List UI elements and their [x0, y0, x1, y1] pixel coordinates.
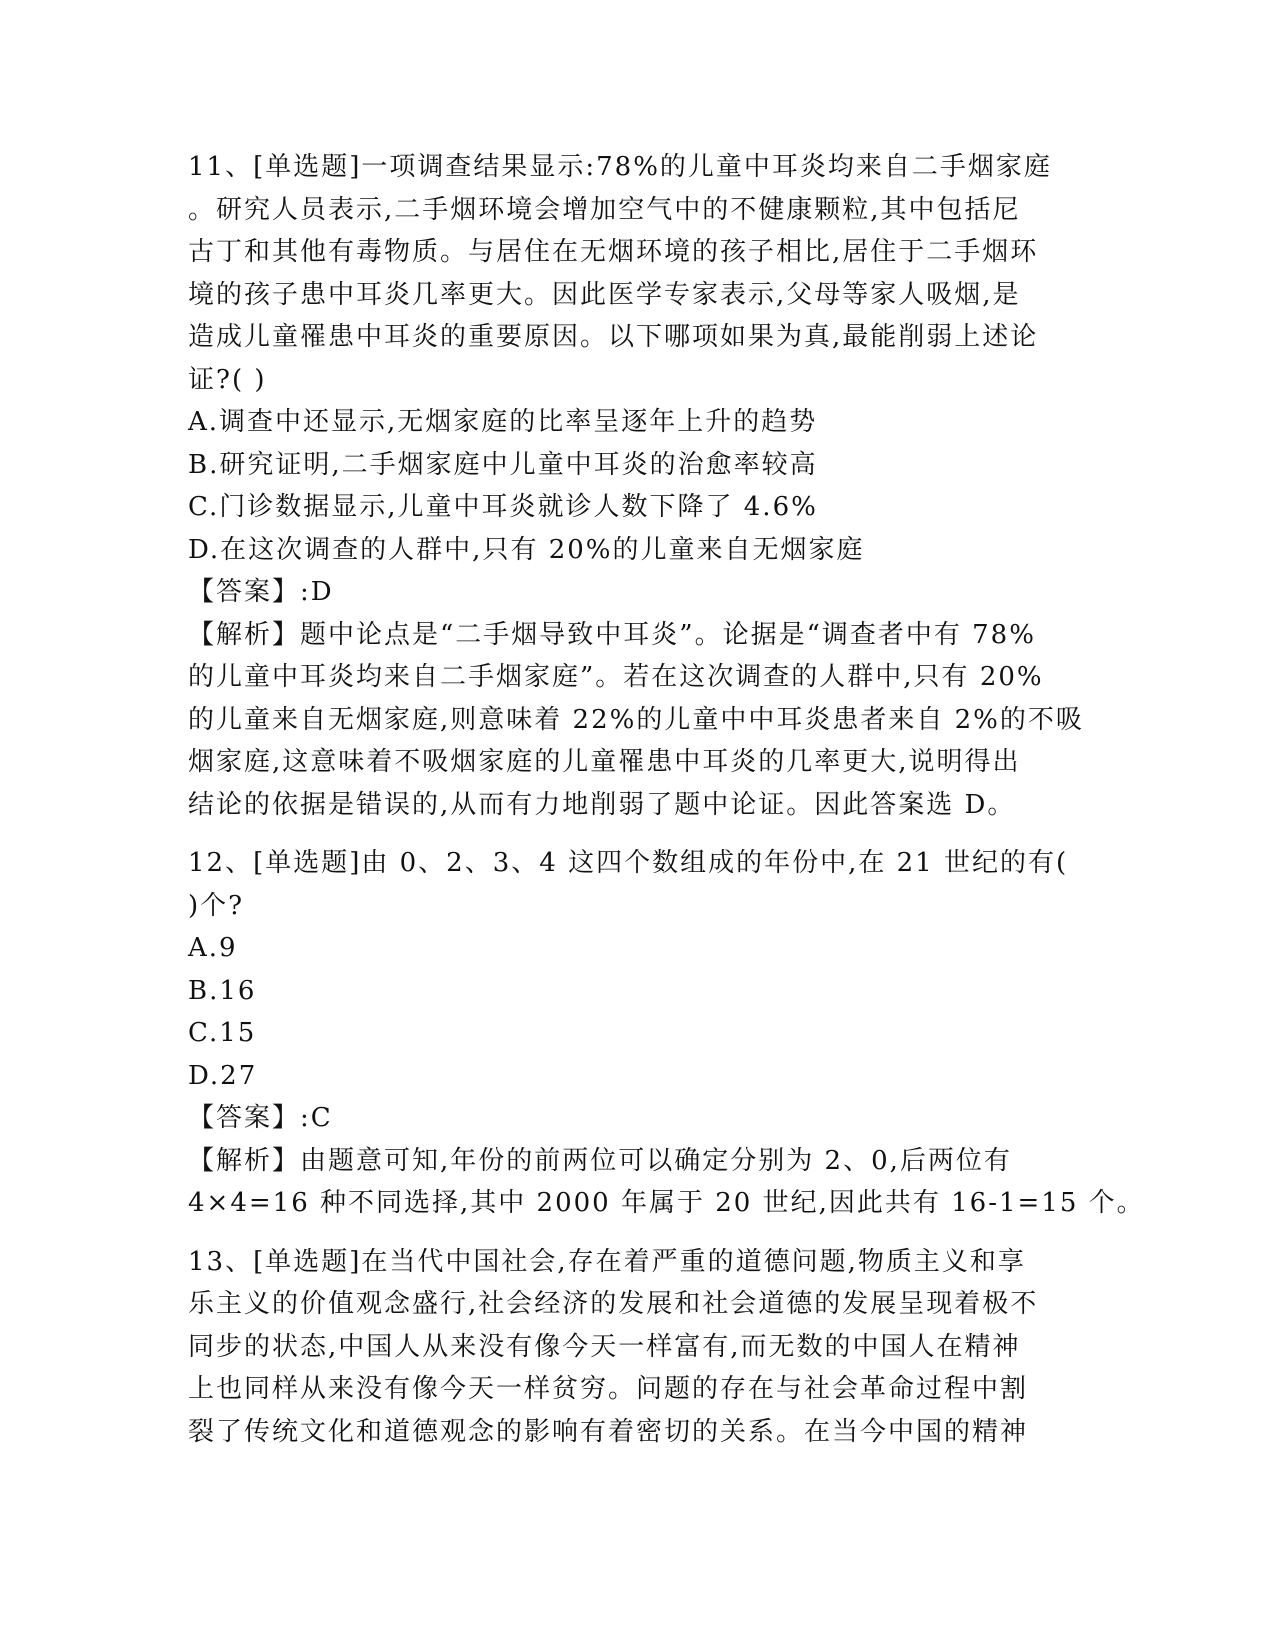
question-stem-line: 乐主义的价值观念盛行,社会经济的发展和社会道德的发展呈现着极不	[188, 1289, 1039, 1319]
question-11	[188, 146, 1088, 826]
option-b: B.16	[188, 975, 257, 1006]
option-b: B.研究证明,二手烟家庭中儿童中耳炎的治愈率较高	[188, 449, 818, 480]
explanation-line: 4×4=16 种不同选择,其中 2000 年属于 20 世纪,因此共有 16-1=15 个。	[188, 1188, 1145, 1218]
explanation-line: 【解析】由题意可知,年份的前两位可以确定分别为 2、0,后两位有	[188, 1145, 1012, 1176]
question-stem-line: 造成儿童罹患中耳炎的重要原因。以下哪项如果为真,最能削弱上述论	[188, 322, 1039, 352]
explanation-line: 【解析】题中论点是“二手烟导致中耳炎”。论据是“调查者中有 78%	[188, 619, 1036, 650]
question-stem-line: )个?	[188, 890, 245, 921]
question-stem-line: 同步的状态,中国人从来没有像今天一样富有,而无数的中国人在精神	[188, 1331, 1021, 1362]
option-a: A.9	[188, 933, 238, 963]
answer-line: 【答案】:D	[188, 577, 334, 607]
option-c: C.15	[188, 1018, 257, 1048]
explanation-line: 结论的依据是错误的,从而有力地削弱了题中论证。因此答案选 D。	[188, 789, 1016, 820]
option-d: D.在这次调查的人群中,只有 20%的儿童来自无烟家庭	[188, 534, 865, 565]
question-stem-line: 证?( )	[188, 364, 267, 395]
question-stem-line: 11、[单选题]一项调查结果显示:78%的儿童中耳炎均来自二手烟家庭	[188, 152, 1052, 182]
document-page	[188, 146, 1145, 1453]
question-stem-line: 12、[单选题]由 0、2、3、4 这四个数组成的年份中,在 21 世纪的有(	[188, 848, 1069, 878]
question-13	[188, 1241, 1088, 1454]
explanation-line: 的儿童来自无烟家庭,则意味着 22%的儿童中中耳炎患者来自 2%的不吸	[188, 704, 1084, 735]
question-stem-line: 古丁和其他有毒物质。与居住在无烟环境的孩子相比,居住于二手烟环	[188, 237, 1039, 267]
question-stem-line: 上也同样从来没有像今天一样贫穷。问题的存在与社会革命过程中割	[188, 1374, 1029, 1404]
option-c: C.门诊数据显示,儿童中耳炎就诊人数下降了 4.6%	[188, 492, 818, 522]
explanation-line: 烟家庭,这意味着不吸烟家庭的儿童罹患中耳炎的几率更大,说明得出	[188, 747, 1021, 777]
question-stem-line: 13、[单选题]在当代中国社会,存在着严重的道德问题,物质主义和享	[188, 1246, 1026, 1277]
answer-line: 【答案】:C	[188, 1103, 333, 1133]
option-a: A.调查中还显示,无烟家庭的比率呈逐年上升的趋势	[188, 407, 818, 437]
question-stem-line: 。研究人员表示,二手烟环境会增加空气中的不健康颗粒,其中包括尼	[188, 194, 1021, 225]
option-d: D.27	[188, 1060, 258, 1091]
explanation-line: 的儿童中耳炎均来自二手烟家庭”。若在这次调查的人群中,只有 20%	[188, 662, 1044, 692]
question-stem-line: 裂了传统文化和道德观念的影响有着密切的关系。在当今中国的精神	[188, 1416, 1029, 1447]
question-stem-line: 境的孩子患中耳炎几率更大。因此医学专家表示,父母等家人吸烟,是	[188, 279, 1021, 310]
question-12	[188, 842, 1145, 1225]
